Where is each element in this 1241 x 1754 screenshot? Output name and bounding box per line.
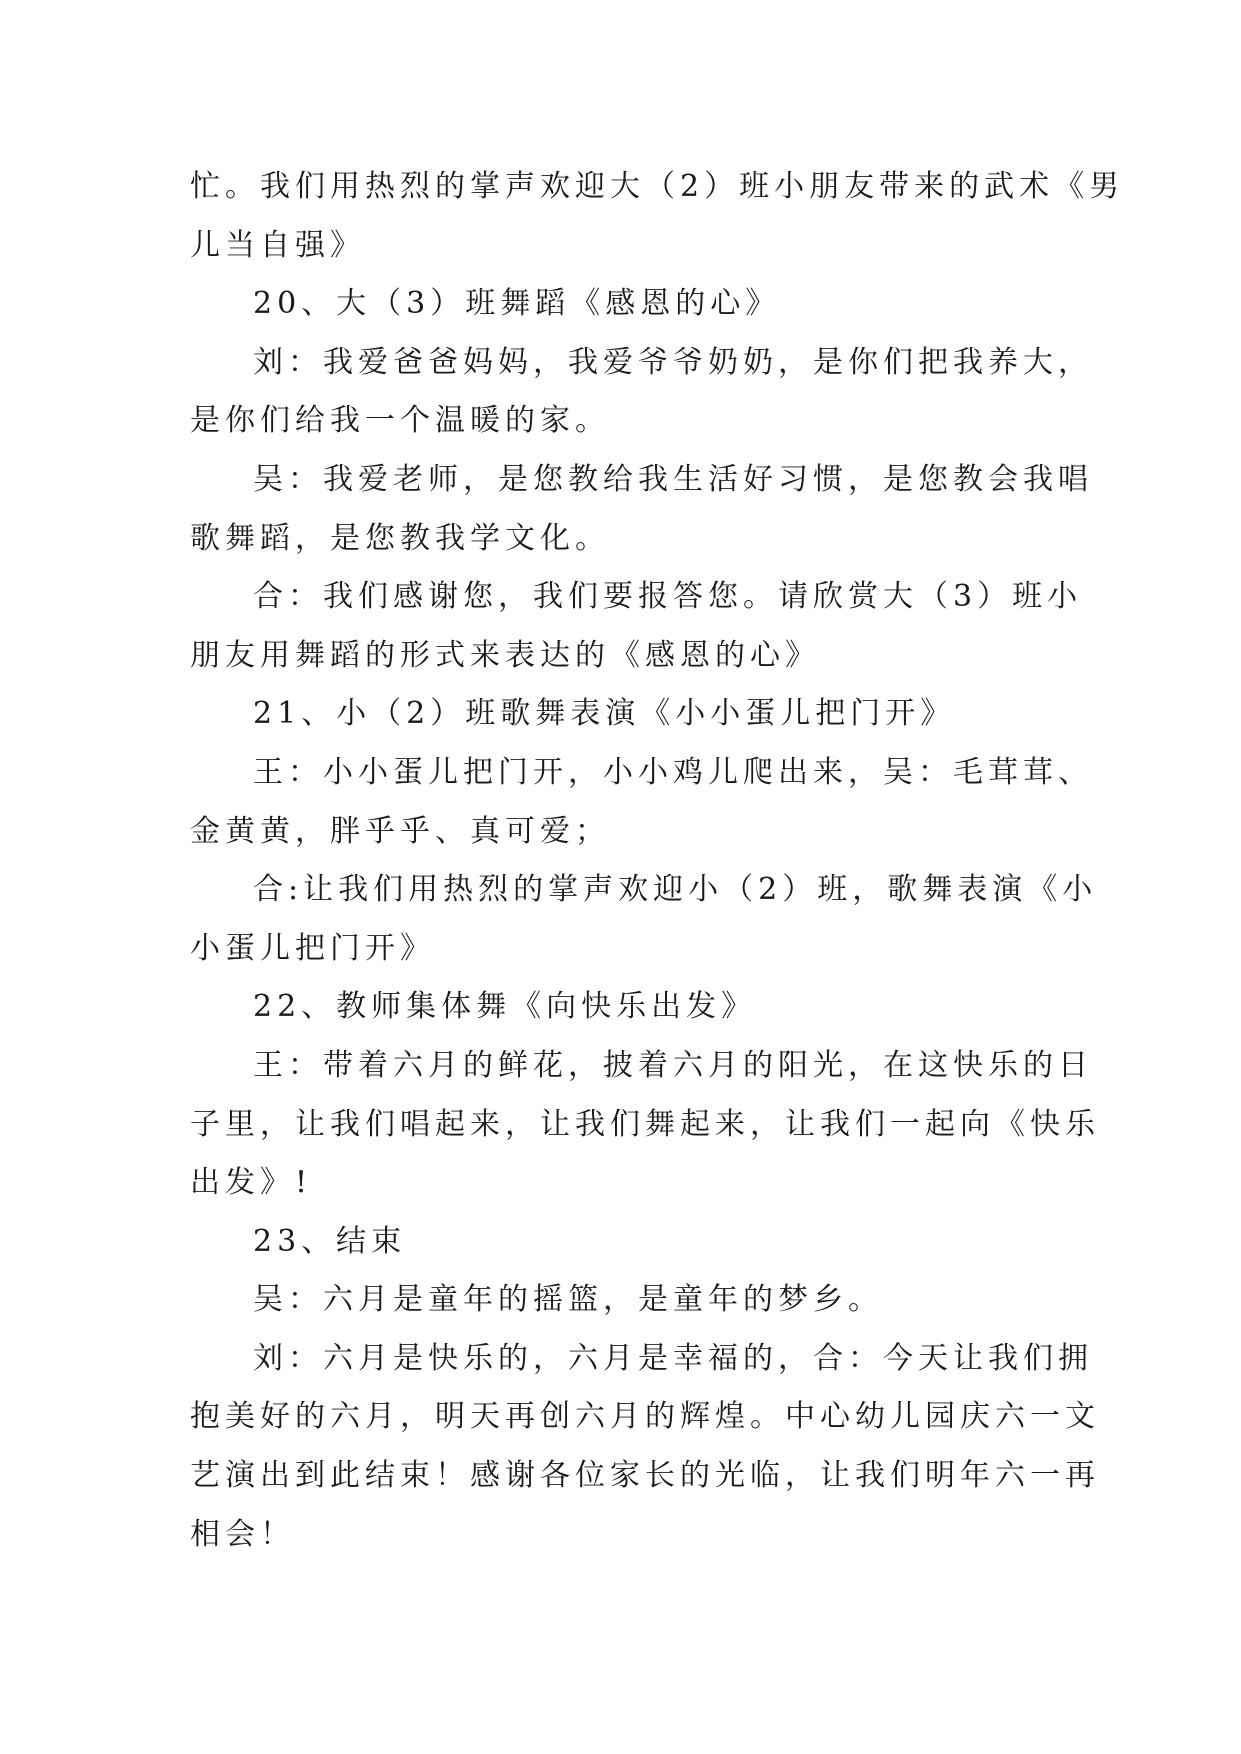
text-line: 刘：我爱爸爸妈妈，我爱爷爷奶奶，是你们把我养大， [253,344,1093,380]
text-line: 20、大（3）班舞蹈《感恩的心》 [253,286,781,322]
text-line: 合：我们感谢您，我们要报答您。请欣赏大（3）班小 [253,579,1083,615]
text-line: 歌舞蹈，是您教我学文化。 [190,520,610,556]
text-line: 吴：六月是童年的摇篮，是童年的梦乡。 [253,1282,883,1318]
text-line: 刘：六月是快乐的，六月是幸福的，合：今天让我们拥 [253,1340,1093,1376]
text-line: 儿当自强》 [190,227,365,263]
text-line: 21、小（2）班歌舞表演《小小蛋儿把门开》 [253,696,956,732]
text-line: 金黄黄，胖乎乎、真可爱； [190,813,610,849]
text-line: 抱美好的六月，明天再创六月的辉煌。中心幼儿园庆六一文 [190,1399,1100,1435]
text-line: 23、结束 [253,1223,407,1259]
text-line: 忙。我们用热烈的掌声欢迎大（2）班小朋友带来的武术《男 [190,169,1125,204]
text-line: 子里，让我们唱起来，让我们舞起来，让我们一起向《快乐 [190,1106,1100,1142]
document-body [190,158,1125,1564]
text-line: 相会！ [190,1516,295,1552]
text-line: 王：带着六月的鲜花，披着六月的阳光，在这快乐的日 [253,1047,1093,1083]
text-line: 小蛋儿把门开》 [190,930,435,966]
text-line: 是你们给我一个温暖的家。 [190,403,610,439]
text-line: 合:让我们用热烈的掌声欢迎小（2）班，歌舞表演《小 [253,872,1098,908]
text-line: 王：小小蛋儿把门开，小小鸡儿爬出来，吴：毛茸茸、 [253,754,1093,790]
text-line: 朋友用舞蹈的形式来表达的《感恩的心》 [190,637,820,673]
text-line: 艺演出到此结束！感谢各位家长的光临，让我们明年六一再 [190,1458,1100,1494]
text-line: 出发》! [190,1165,313,1201]
text-line: 22、教师集体舞《向快乐出发》 [253,989,757,1025]
text-line: 吴：我爱老师，是您教给我生活好习惯，是您教会我唱 [253,461,1093,497]
